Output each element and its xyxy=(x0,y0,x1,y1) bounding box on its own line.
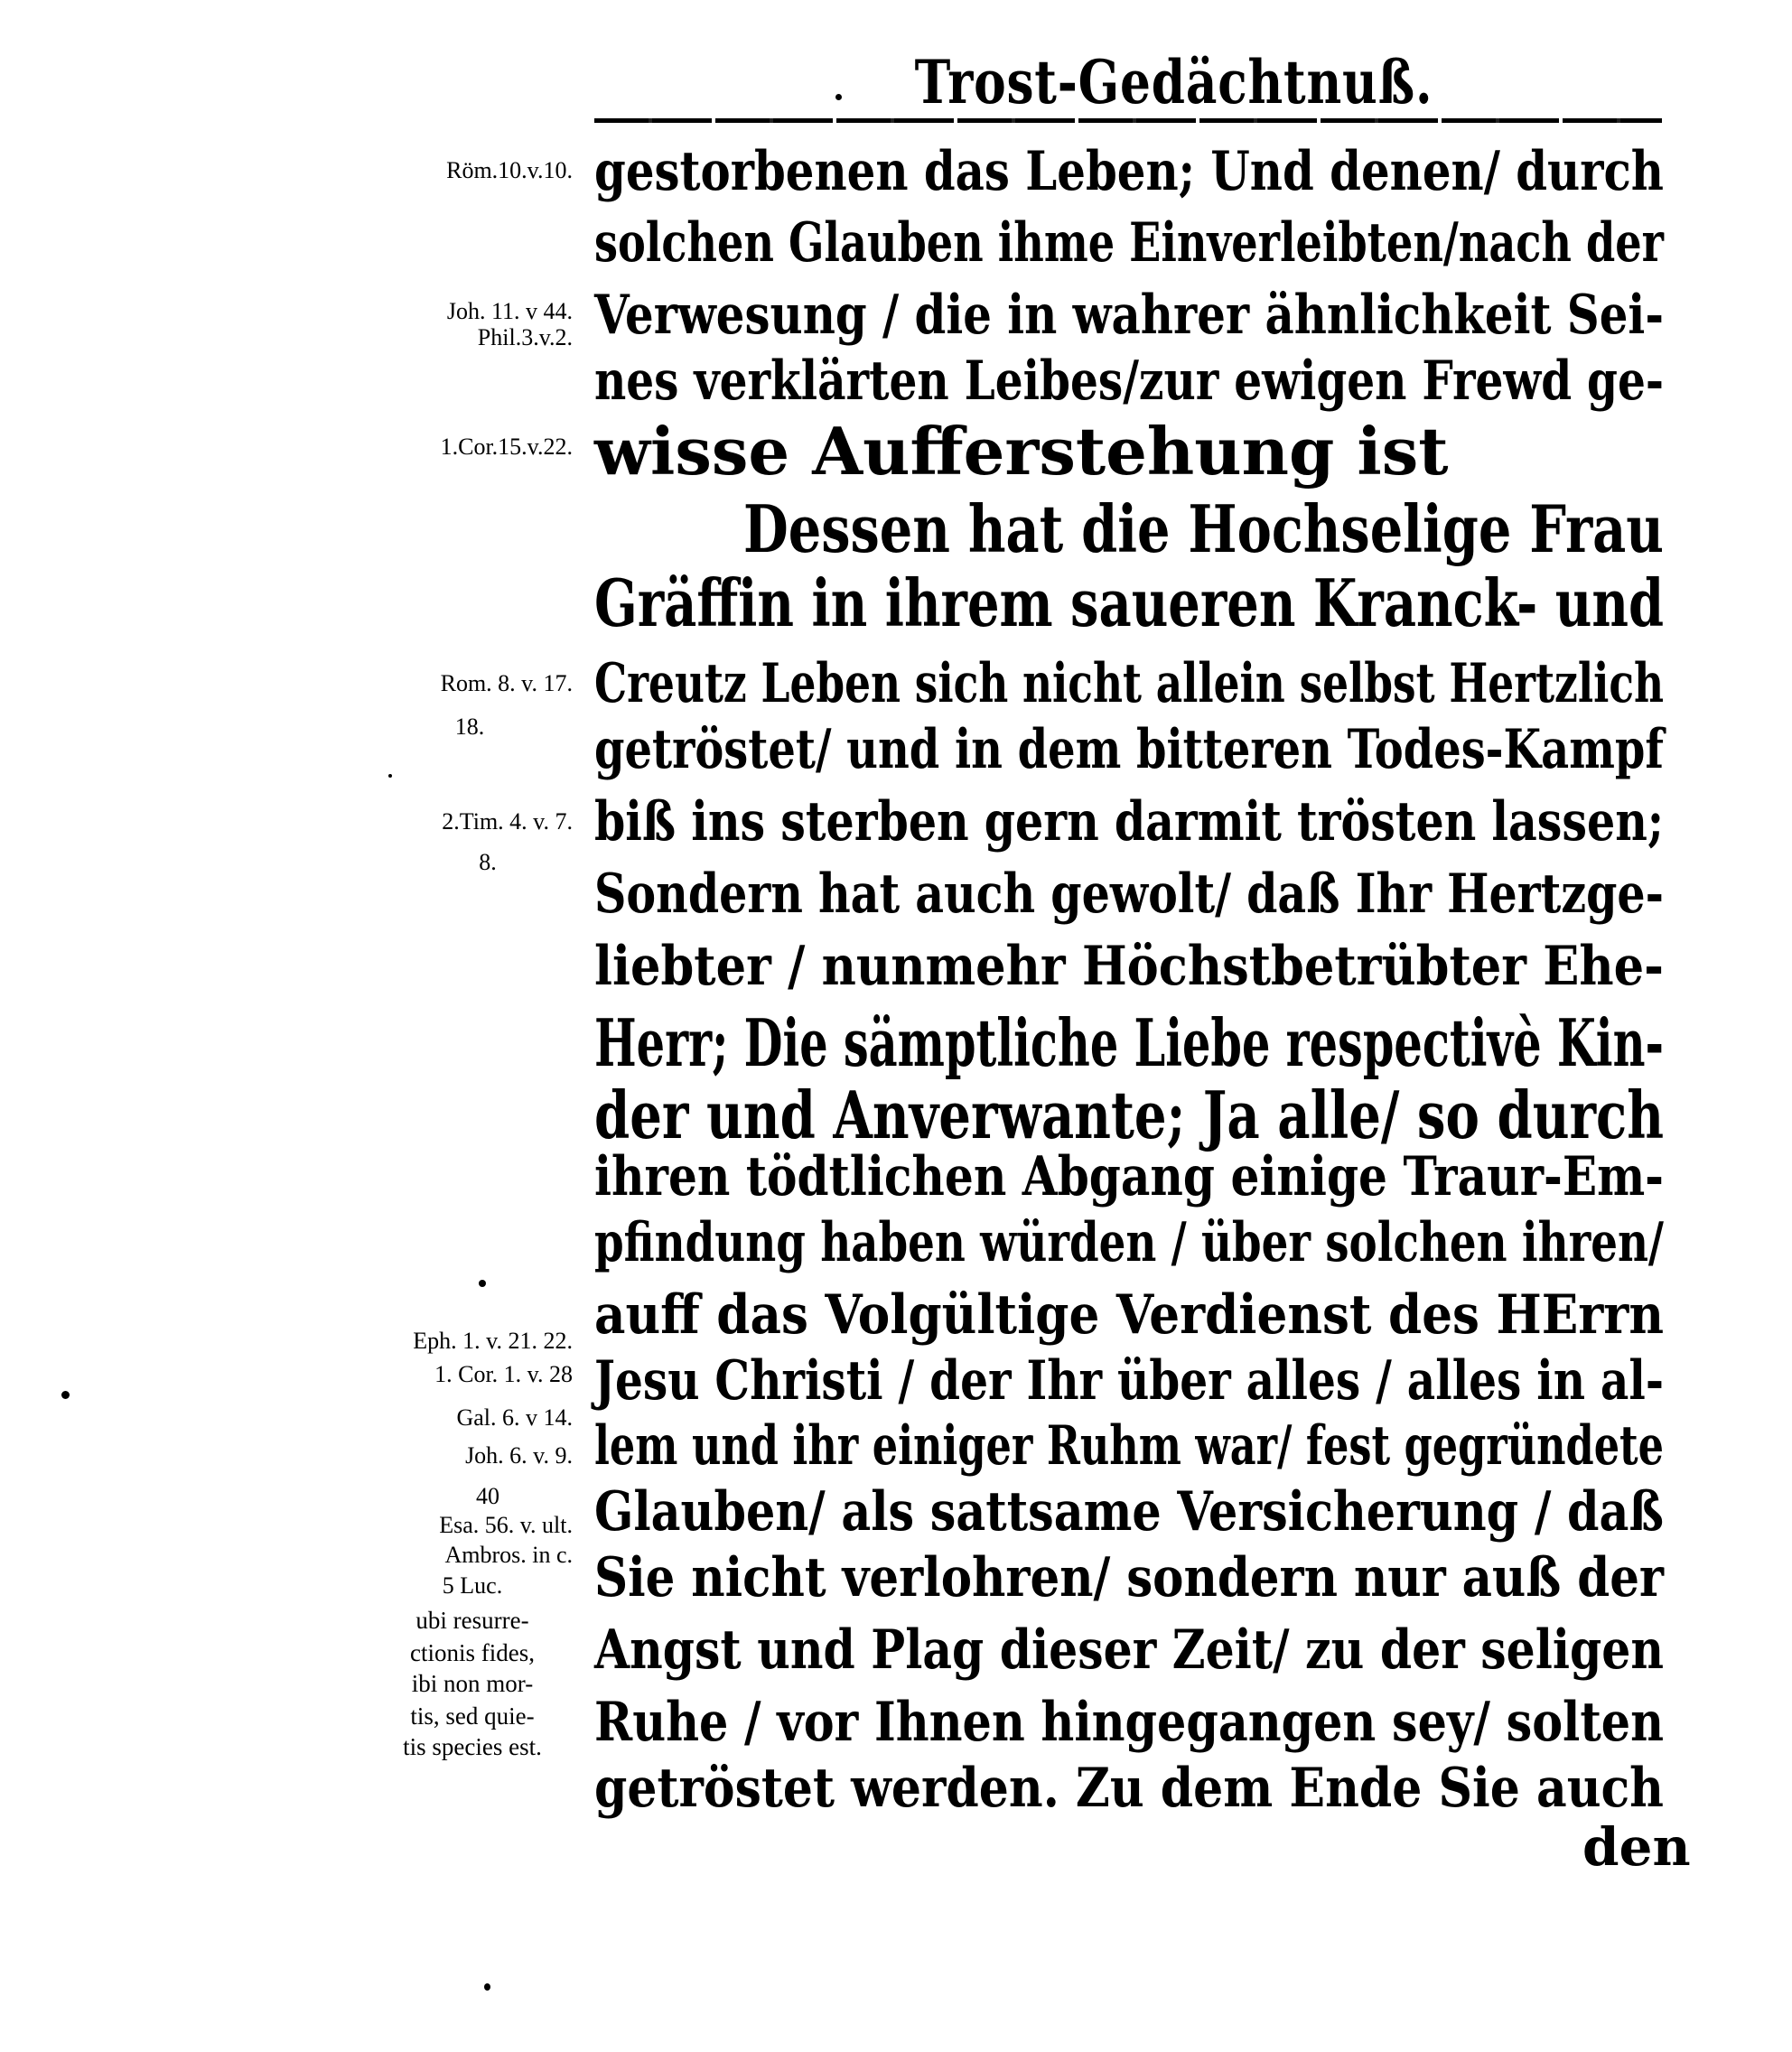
margin-note: Esa. 56. v. ult. xyxy=(439,1512,573,1538)
margin-note: 1. Cor. 1. v. 28 xyxy=(434,1361,573,1387)
margin-note: 8. xyxy=(479,849,497,875)
margin-note: 40 xyxy=(476,1483,499,1509)
text-line: lem und ihr einiger Ruhm war/ fest gegründete xyxy=(594,1414,1664,1478)
text-line: Verwesung / die in wahrer ähnlichkeit Sei- xyxy=(594,284,1664,347)
margin-note: Joh. 6. v. 9. xyxy=(465,1442,573,1469)
margin-note: 1.Cor.15.v.22. xyxy=(440,434,573,460)
text-line: der und Anverwante; Ja alle/ so durch xyxy=(594,1077,1664,1153)
margin-note: Ambros. in c. xyxy=(444,1542,573,1568)
margin-note: Rom. 8. v. 17. xyxy=(440,670,573,696)
text-line: biß ins sterben gern darmit trösten lassen; xyxy=(594,790,1664,853)
speck xyxy=(388,774,392,778)
text-line: Sondern hat auch gewolt/ daß Ihr Hertzge- xyxy=(594,863,1664,926)
text-line: ihren tödtlichen Abgang einige Traur-Em- xyxy=(594,1145,1664,1208)
text-line: Glauben/ als sattsame Versicherung / daß xyxy=(594,1480,1664,1544)
margin-note: ubi resurre- xyxy=(415,1607,529,1634)
margin-note: 5 Luc. xyxy=(442,1572,503,1599)
text-line: Jesu Christi / der Ihr über alles / alles in al- xyxy=(594,1349,1664,1413)
margin-note: Joh. 11. v 44. xyxy=(446,298,573,324)
text-line: pfindung haben würden / über solchen ihren/ xyxy=(594,1211,1664,1274)
margin-note: tis species est. xyxy=(403,1733,542,1760)
text-line: solchen Glauben ihme Einverleibten/nach der xyxy=(594,211,1664,275)
text-line: gestorbenen das Leben; Und denen/ durch xyxy=(594,140,1664,203)
margin-note: Röm.10.v.10. xyxy=(446,157,573,183)
text-line: getröstet/ und in dem bitteren Todes-Kampf xyxy=(594,718,1664,781)
text-line: Herr; Die sämptliche Liebe respectivè Kin- xyxy=(594,1004,1664,1081)
margin-note: tis, sed quie- xyxy=(410,1702,535,1730)
text-line: auff das Volgültige Verdienst des HErrn xyxy=(594,1283,1664,1347)
margin-note: Eph. 1. v. 21. 22. xyxy=(413,1328,573,1354)
margin-note: Phil.3.v.2. xyxy=(477,324,573,350)
margin-note: 18. xyxy=(454,714,485,740)
text-line: Gräffin in ihrem saueren Kranck- und xyxy=(594,564,1664,641)
text-line: getröstet werden. Zu dem Ende Sie auch xyxy=(594,1757,1664,1820)
running-title: Trost-Gedächtnuß. xyxy=(914,47,1433,117)
catchword: den xyxy=(1582,1816,1691,1878)
speck xyxy=(61,1391,70,1399)
margin-note: ctionis fides, xyxy=(410,1639,535,1666)
text-line: Ruhe / vor Ihnen hingegangen sey/ solten xyxy=(594,1691,1664,1754)
header-rule xyxy=(594,118,1662,123)
text-line: liebter / nunmehr Höchstbetrübter Ehe- xyxy=(594,935,1664,998)
text-line: Angst und Plag dieser Zeit/ zu der seligen xyxy=(594,1618,1664,1682)
text-line: Creutz Leben sich nicht allein selbst Hertzlich xyxy=(594,652,1664,715)
margin-note: Gal. 6. v 14. xyxy=(456,1404,573,1431)
text-line: nes verklärten Leibes/zur ewigen Frewd ge- xyxy=(594,350,1664,413)
speck xyxy=(479,1280,486,1287)
speck xyxy=(484,1983,490,1991)
text-line: Sie nicht verlohren/ sondern nur auß der xyxy=(594,1546,1664,1609)
margin-note: ibi non mor- xyxy=(411,1670,534,1697)
speck xyxy=(835,94,842,100)
margin-note: 2.Tim. 4. v. 7. xyxy=(442,808,573,835)
text-line: wisse Aufferstehung ist xyxy=(594,413,1449,490)
text-line: Dessen hat die Hochselige Frau xyxy=(743,490,1664,567)
